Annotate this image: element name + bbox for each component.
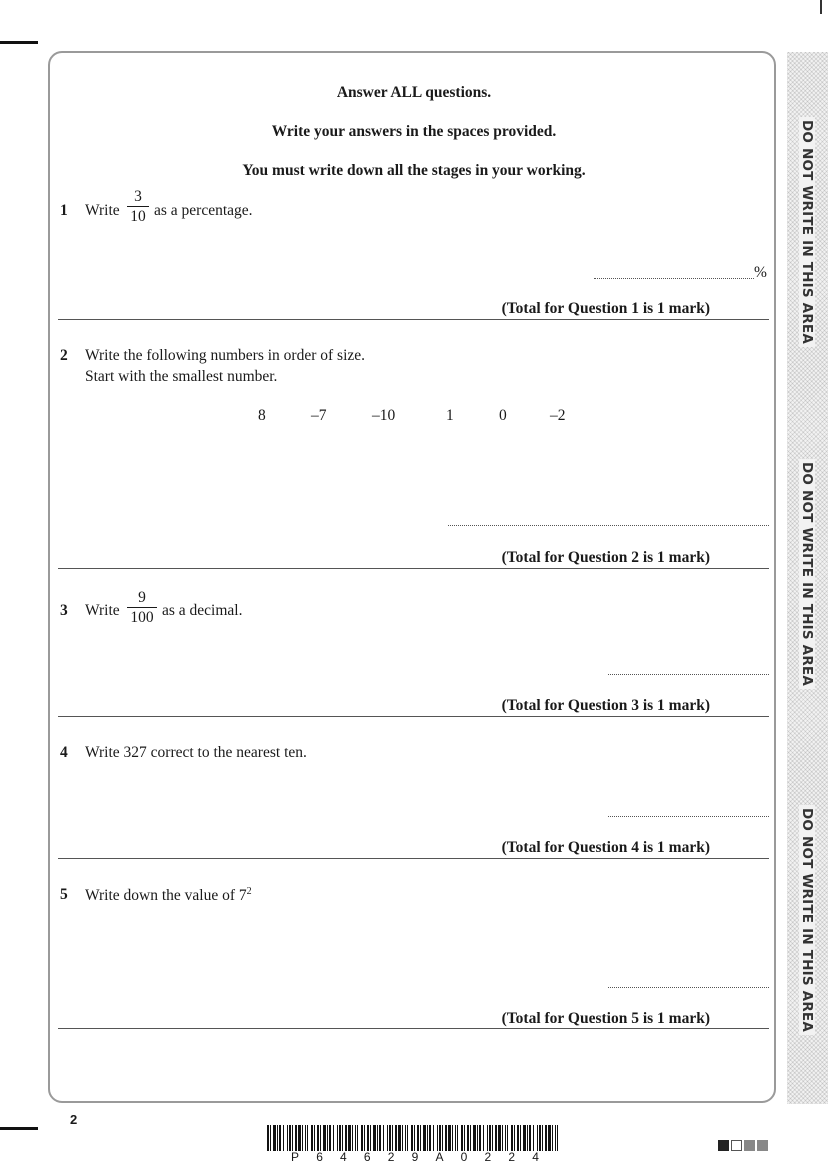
barcode-bar [514,1125,515,1151]
question-5-text [85,886,252,905]
barcode-bar [379,1125,381,1151]
question-1-number: 1 [60,202,68,219]
barcode-bar [327,1125,328,1151]
barcode-bar [383,1125,384,1151]
barcode-bar [483,1125,484,1151]
barcode-bar [523,1125,526,1151]
barcode-bar [373,1125,376,1151]
question-5-number: 5 [60,886,68,903]
question-3-divider [58,716,769,717]
question-4-divider [58,858,769,859]
barcode-bar [329,1125,331,1151]
question-2-number: 2 [60,347,68,364]
question-4-total: (Total for Question 4 is 1 mark) [501,839,710,856]
question-5-text-main: Write down the value of 7 [85,887,247,905]
question-3-fraction [127,589,157,626]
corner-mark [820,0,822,14]
barcode-bar [392,1125,393,1151]
barcode-bar [467,1125,469,1151]
barcode-bar [457,1125,458,1151]
barcode-bar [517,1125,519,1151]
question-2-total: (Total for Question 2 is 1 mark) [501,549,710,566]
fraction-numerator: 9 [138,589,146,606]
question-1-answer-line[interactable] [594,278,754,279]
question-2-number-item: 0 [499,407,507,424]
question-1-total: (Total for Question 1 is 1 mark) [501,300,710,317]
barcode-text [265,1150,565,1164]
barcode-bar [305,1125,306,1151]
barcode-bar [364,1125,365,1151]
barcode-bar [502,1125,503,1151]
side-label-bottom: DO NOT WRITE IN THIS AREA [799,805,815,1035]
instruction-answer-all: Answer ALL questions. [336,84,492,101]
barcode-bar [267,1125,269,1151]
barcode-bar [283,1125,284,1151]
barcode-char: P [291,1150,300,1164]
barcode-bar [314,1125,315,1151]
barcode-bar [348,1125,351,1151]
margin-mark-top [0,41,38,44]
barcode-char: A [435,1150,444,1164]
barcode-char: 2 [387,1150,395,1164]
barcode-bar [464,1125,465,1151]
barcode-char: 2 [508,1150,516,1164]
barcode-bar [270,1125,271,1151]
barcode-bar [320,1125,321,1151]
question-5-superscript: 2 [246,886,252,897]
barcode-bar [357,1125,358,1151]
barcode-bar [377,1125,378,1151]
barcode-bar [539,1125,541,1151]
question-2-line2: Start with the smallest number. [85,368,278,385]
barcode-bar [398,1125,401,1151]
instruction-working: You must write down all the stages in your working. [242,162,586,179]
barcode-bar [345,1125,347,1151]
barcode-bar [367,1125,369,1151]
barcode-char: 6 [316,1150,323,1164]
barcode-bar [295,1125,297,1151]
barcode-bar [289,1125,291,1151]
fraction-bar [127,607,157,608]
barcode-bar [333,1125,334,1151]
question-3-suffix: as a decimal. [162,602,243,619]
question-3-total: (Total for Question 3 is 1 mark) [501,697,710,714]
question-1-fraction [127,188,149,225]
barcode-bar [505,1125,506,1151]
barcode-bar [370,1125,371,1151]
barcode-char: 9 [411,1150,419,1164]
barcode-bar [445,1125,447,1151]
barcode-bar [548,1125,551,1151]
barcode-char: 0 [460,1150,468,1164]
barcode-bar [452,1125,453,1151]
question-2-divider [58,568,769,569]
barcode-bar [337,1125,338,1151]
barcode-bar [307,1125,308,1151]
barcode-bar [542,1125,543,1151]
barcode-bar [555,1125,556,1151]
barcode-bar [287,1125,288,1151]
marker-square-grey [757,1140,768,1151]
barcode-bar [411,1125,413,1151]
barcode-bar [552,1125,553,1151]
barcode-bar [439,1125,441,1151]
question-5-divider [58,1028,769,1029]
barcode-bar [495,1125,497,1151]
barcode-bar [487,1125,488,1151]
barcode-char: 6 [363,1150,371,1164]
barcode-bar [533,1125,534,1151]
barcode-bar [273,1125,276,1151]
question-4-text: Write 327 correct to the nearest ten. [85,744,307,761]
barcode-bar [429,1125,431,1151]
barcode-bar [557,1125,558,1151]
barcode-char: 4 [340,1150,347,1164]
question-1-prefix: Write [85,202,120,219]
barcode-char: 2 [484,1150,492,1164]
barcode-bar [339,1125,341,1151]
instruction-spaces: Write your answers in the spaces provided. [271,123,557,140]
margin-mark-bottom [0,1127,38,1130]
barcode-bar [479,1125,481,1151]
barcode-bar [317,1125,319,1151]
barcode-bar [470,1125,471,1151]
fraction-denominator: 10 [130,208,146,225]
question-2-number-item: 1 [446,407,454,424]
barcode-bar [455,1125,456,1151]
marker-square-grey [744,1140,755,1151]
barcode-bar [405,1125,406,1151]
barcode-bar [387,1125,388,1151]
question-3-number: 3 [60,602,68,619]
barcode-bar [361,1125,363,1151]
question-3-prefix: Write [85,602,120,619]
fraction-numerator: 3 [134,188,142,205]
barcode-bar [507,1125,508,1151]
barcode-bar [511,1125,513,1151]
question-5-answer-line[interactable] [608,987,769,988]
barcode-bar [529,1125,531,1151]
barcode-bar [389,1125,391,1151]
barcode-bar [477,1125,478,1151]
barcode-bar [395,1125,397,1151]
barcode-bar [298,1125,301,1151]
barcode-bar [423,1125,426,1151]
question-4-answer-line[interactable] [608,816,769,817]
fraction-denominator: 100 [130,609,154,626]
barcode-bar [302,1125,303,1151]
barcode-char: 4 [532,1150,539,1164]
barcode-bar [402,1125,403,1151]
barcode-bar [520,1125,521,1151]
barcode-bar [277,1125,278,1151]
barcode-bar [352,1125,353,1151]
barcode-bar [323,1125,326,1151]
fraction-bar [127,206,149,207]
question-2-number-item: –2 [550,407,566,424]
barcode-bar [527,1125,528,1151]
barcode-bar [448,1125,451,1151]
barcode-bar [417,1125,419,1151]
barcode [265,1125,565,1151]
barcode-bar [498,1125,501,1151]
question-4-number: 4 [60,744,68,761]
barcode-bar [355,1125,356,1151]
question-2-number-item: –10 [372,407,396,424]
question-1-suffix: as a percentage. [154,202,253,219]
barcode-bar [437,1125,438,1151]
question-2-number-item: –7 [311,407,327,424]
question-1-unit: % [754,264,767,281]
barcode-bar [311,1125,313,1151]
barcode-bar [492,1125,493,1151]
question-5-total: (Total for Question 5 is 1 mark) [501,1010,710,1027]
page-number: 2 [70,1112,78,1127]
barcode-bar [489,1125,491,1151]
question-1-divider [58,319,769,320]
barcode-bar [414,1125,415,1151]
question-2-line1: Write the following numbers in order of size. [85,347,366,364]
side-label-top: DO NOT WRITE IN THIS AREA [799,117,815,347]
barcode-bar [545,1125,547,1151]
barcode-bar [442,1125,443,1151]
question-2-answer-line[interactable] [448,525,769,526]
barcode-bar [473,1125,476,1151]
barcode-bar [279,1125,281,1151]
page-marker-squares [718,1140,768,1151]
barcode-bar [407,1125,408,1151]
question-3-answer-line[interactable] [608,674,769,675]
barcode-bar [461,1125,463,1151]
barcode-bar [433,1125,434,1151]
barcode-bar [420,1125,421,1151]
question-2-number-item: 8 [258,407,266,424]
marker-square-filled [718,1140,729,1151]
barcode-bar [342,1125,343,1151]
barcode-bar [537,1125,538,1151]
side-label-middle: DO NOT WRITE IN THIS AREA [799,459,815,689]
marker-square-empty [731,1140,742,1151]
barcode-bar [427,1125,428,1151]
barcode-bar [292,1125,293,1151]
